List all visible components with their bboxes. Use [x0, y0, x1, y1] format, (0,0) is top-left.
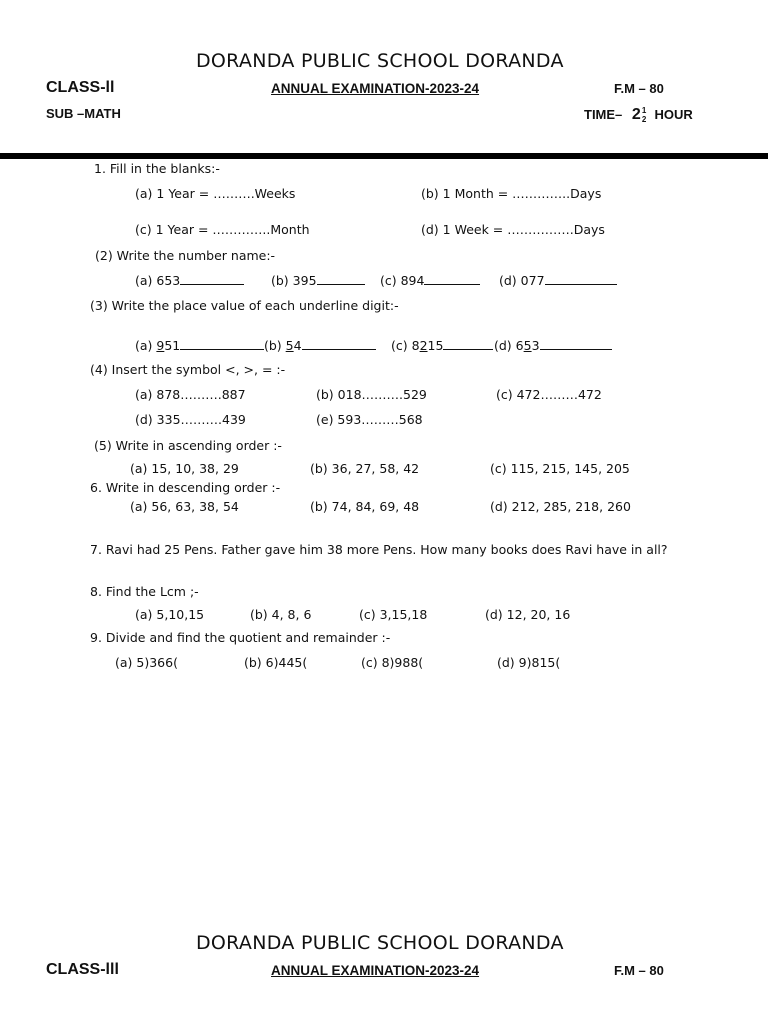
q2-item-d	[499, 273, 617, 288]
q7-text: 7. Ravi had 25 Pens. Father gave him 38 more Pens. How many books does Ravi have in all?	[90, 542, 668, 557]
class-label: CLASS-ll	[46, 79, 115, 96]
footer-full-marks: F.M – 80	[614, 963, 664, 978]
answer-blank	[443, 338, 493, 350]
q8-title: 8. Find the Lcm ;-	[90, 584, 199, 599]
q4-item-d: (d) 335……….439	[135, 412, 246, 427]
q1-item-a: (a) 1 Year = ……….Weeks	[135, 186, 296, 201]
q3-item-d-label: (d) 6	[494, 338, 524, 353]
q5-item-a: (a) 15, 10, 38, 29	[130, 461, 239, 476]
q3-item-d-rest: 3	[531, 338, 540, 353]
q5-item-b: (b) 36, 27, 58, 42	[310, 461, 420, 476]
q3-item-c-rest: 15	[427, 338, 444, 353]
q3-item-a	[135, 338, 264, 353]
footer-exam-title: ANNUAL EXAMINATION-2023-24	[271, 963, 480, 978]
q3-item-b-label: (b)	[264, 338, 286, 353]
q6-title: 6. Write in descending order :-	[90, 480, 281, 495]
q2-item-b-text: (b) 395	[271, 273, 317, 288]
q3-title: (3) Write the place value of each underline digit:-	[90, 298, 399, 313]
time-fraction-denominator: 2	[641, 114, 647, 124]
answer-blank	[180, 273, 244, 285]
q9-item-b: (b) 6)445(	[244, 655, 308, 670]
subject-label: SUB –MATH	[46, 106, 121, 121]
q8-item-b: (b) 4, 8, 6	[250, 607, 312, 622]
q5-item-c: (c) 115, 215, 145, 205	[490, 461, 630, 476]
school-name: DORANDA PUBLIC SCHOOL DORANDA	[196, 50, 564, 72]
q3-item-d	[494, 338, 612, 353]
q9-item-d: (d) 9)815(	[497, 655, 561, 670]
q8-item-c: (c) 3,15,18	[359, 607, 428, 622]
q2-item-c-text: (c) 894	[380, 273, 425, 288]
answer-blank	[317, 273, 365, 285]
header-divider	[0, 153, 768, 159]
q1-item-b: (b) 1 Month = …………..Days	[421, 186, 602, 201]
full-marks: F.M – 80	[614, 81, 664, 96]
footer-class-label: CLASS-lll	[46, 961, 119, 978]
q1-title: 1. Fill in the blanks:-	[94, 161, 220, 176]
q4-item-c: (c) 472………472	[496, 387, 602, 402]
q9-item-a: (a) 5)366(	[115, 655, 178, 670]
time-fraction-numerator: 1	[641, 105, 647, 115]
answer-blank	[424, 273, 480, 285]
q3-item-a-rest: 51	[164, 338, 181, 353]
answer-blank	[180, 338, 264, 350]
underlined-digit: 5	[523, 338, 532, 353]
q3-item-b-rest: 4	[293, 338, 302, 353]
q2-title: (2) Write the number name:-	[95, 248, 276, 263]
q5-title: (5) Write in ascending order :-	[94, 438, 282, 453]
q4-item-b: (b) 018……….529	[316, 387, 427, 402]
q3-item-a-label: (a)	[135, 338, 157, 353]
q9-item-c: (c) 8)988(	[361, 655, 424, 670]
q2-item-a	[135, 273, 244, 288]
q1-item-c: (c) 1 Year = …………..Month	[135, 222, 310, 237]
time-fraction	[641, 105, 651, 124]
answer-blank	[540, 338, 612, 350]
q9-title: 9. Divide and find the quotient and remainder :-	[90, 630, 391, 645]
time-label	[584, 106, 693, 124]
q3-item-c	[391, 338, 493, 353]
q3-item-c-label: (c) 8	[391, 338, 420, 353]
q4-item-a: (a) 878……….887	[135, 387, 246, 402]
time-whole: 2	[631, 106, 641, 123]
q3-item-b	[264, 338, 376, 353]
footer-school-name: DORANDA PUBLIC SCHOOL DORANDA	[196, 932, 564, 954]
q4-item-e: (e) 593………568	[316, 412, 423, 427]
q6-item-b: (b) 74, 84, 69, 48	[310, 499, 420, 514]
q2-item-a-text: (a) 653	[135, 273, 181, 288]
q6-item-a: (a) 56, 63, 38, 54	[130, 499, 239, 514]
q8-item-d: (d) 12, 20, 16	[485, 607, 571, 622]
exam-title: ANNUAL EXAMINATION-2023-24	[271, 81, 480, 96]
underlined-digit: 9	[156, 338, 165, 353]
answer-blank	[545, 273, 617, 285]
time-prefix: TIME–	[584, 107, 623, 122]
time-unit: HOUR	[654, 107, 693, 122]
q4-title: (4) Insert the symbol <, >, = :-	[90, 362, 286, 377]
q1-item-d: (d) 1 Week = …………….Days	[421, 222, 605, 237]
q8-item-a: (a) 5,10,15	[135, 607, 205, 622]
q6-item-d: (d) 212, 285, 218, 260	[490, 499, 631, 514]
q2-item-c	[380, 273, 480, 288]
underlined-digit: 5	[285, 338, 294, 353]
answer-blank	[302, 338, 376, 350]
q2-item-d-text: (d) 077	[499, 273, 545, 288]
q2-item-b	[271, 273, 365, 288]
underlined-digit: 2	[419, 338, 428, 353]
